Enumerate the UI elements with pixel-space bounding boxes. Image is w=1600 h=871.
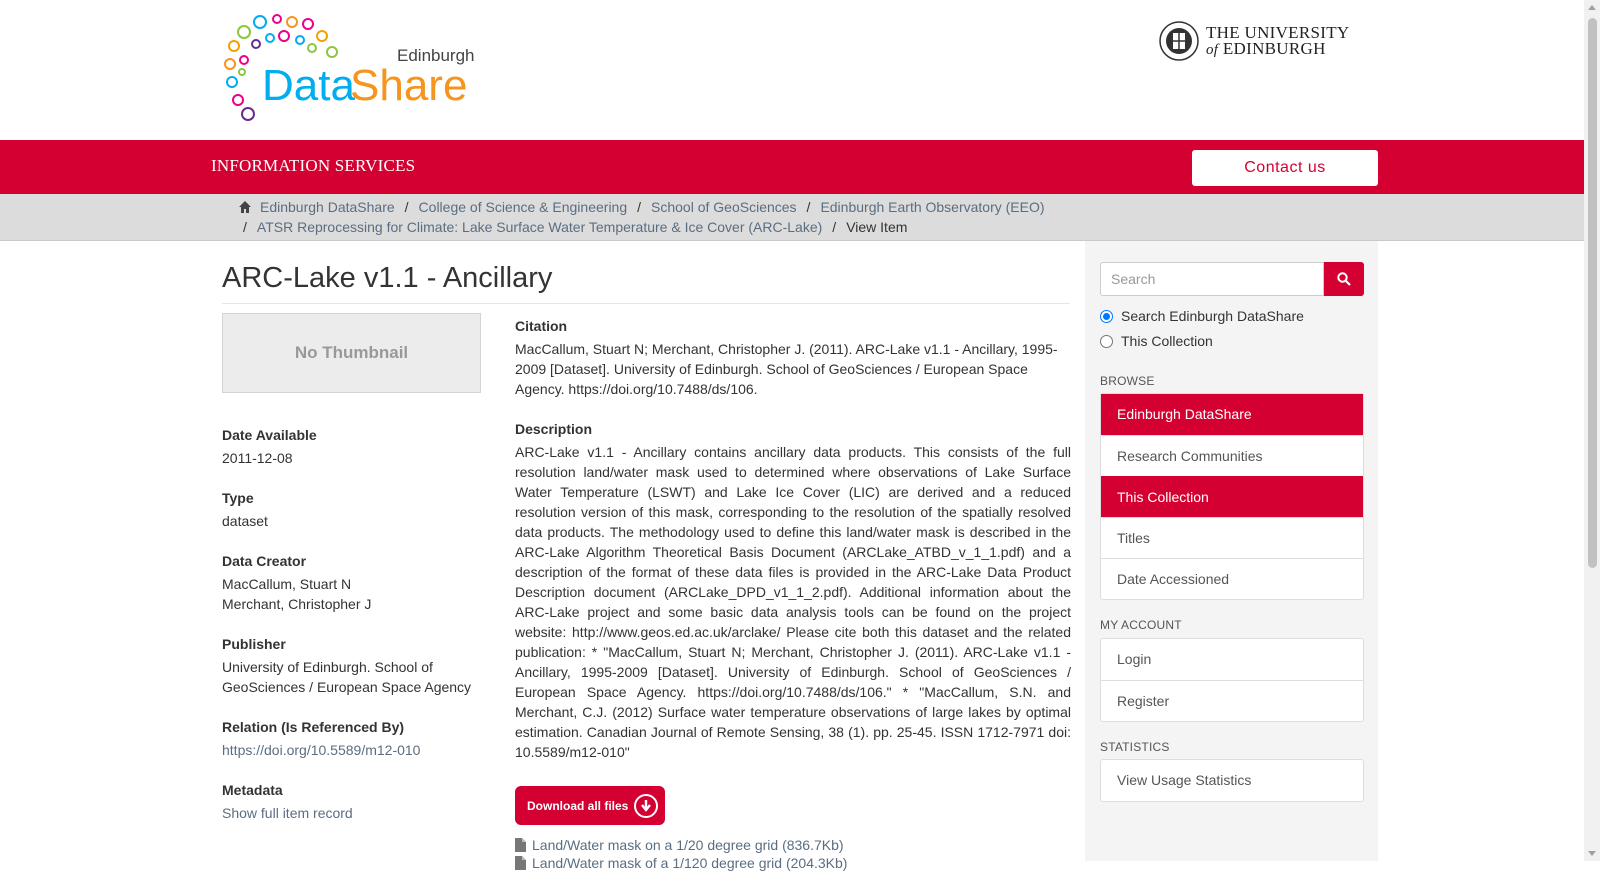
field-value: dataset bbox=[222, 513, 268, 529]
browse-item-titles[interactable]: Titles bbox=[1101, 517, 1363, 558]
file-icon bbox=[515, 838, 526, 852]
breadcrumb-link-college[interactable]: College of Science & Engineering bbox=[418, 199, 628, 215]
citation-section bbox=[515, 318, 1071, 399]
scroll-down-icon[interactable] bbox=[1588, 851, 1596, 856]
field-label: Relation (Is Referenced By) bbox=[222, 719, 405, 735]
login-link[interactable]: Login bbox=[1117, 651, 1152, 667]
bubbles-icon bbox=[222, 14, 482, 124]
logo-edinburgh-text: Edinburgh bbox=[397, 46, 475, 65]
breadcrumb-link-eeo[interactable]: Edinburgh Earth Observatory (EEO) bbox=[820, 199, 1045, 215]
field-value: 2011-12-08 bbox=[222, 450, 293, 466]
browse-item-datashare[interactable]: Edinburgh DataShare bbox=[1101, 394, 1363, 435]
statistics-heading: STATISTICS bbox=[1100, 740, 1170, 754]
field-type bbox=[222, 490, 492, 531]
breadcrumb-separator: / bbox=[243, 219, 247, 235]
field-label: Date Available bbox=[222, 427, 317, 443]
radio-button[interactable] bbox=[1100, 335, 1113, 348]
breadcrumb-separator: / bbox=[806, 199, 811, 215]
browse-item-this-collection[interactable]: This Collection bbox=[1101, 476, 1363, 517]
radio-label: Search Edinburgh DataShare bbox=[1121, 308, 1304, 324]
breadcrumb-separator: / bbox=[404, 199, 409, 215]
creator-value: Merchant, Christopher J bbox=[222, 596, 372, 612]
university-edinburgh: EDINBURGH bbox=[1222, 38, 1326, 58]
breadcrumb-link-collection[interactable]: ATSR Reprocessing for Climate: Lake Surface Water Temperature & Ice Cover (ARC-Lake) bbox=[256, 219, 823, 235]
account-list bbox=[1100, 638, 1364, 722]
field-label: Type bbox=[222, 490, 254, 506]
scrollbar-thumb[interactable] bbox=[1588, 18, 1597, 568]
download-label: Download all files bbox=[527, 798, 629, 813]
scroll-up-icon[interactable] bbox=[1588, 5, 1596, 10]
file-icon bbox=[515, 856, 526, 870]
relation-doi-link[interactable]: https://doi.org/10.5589/m12-010 bbox=[222, 742, 421, 758]
browse-list bbox=[1100, 393, 1364, 600]
search-button[interactable] bbox=[1324, 262, 1364, 296]
university-of: of bbox=[1206, 41, 1219, 58]
radio-search-all[interactable] bbox=[1100, 308, 1304, 324]
university-line1: THE UNIVERSITY bbox=[1206, 22, 1350, 42]
browse-heading: BROWSE bbox=[1100, 374, 1155, 388]
citation-text: MacCallum, Stuart N; Merchant, Christopher J. (2011). ARC-Lake v1.1 - Ancillary, 1995-2009 [Dataset]. University of Edinburgh. School of GeoSciences / European Space Agency. https://doi.org/10.7488/ds/106. bbox=[515, 341, 1058, 397]
breadcrumb-line-1 bbox=[238, 199, 1045, 215]
page-title: ARC-Lake v1.1 - Ancillary bbox=[222, 262, 553, 294]
register-link[interactable]: Register bbox=[1101, 680, 1363, 721]
download-all-files-button[interactable] bbox=[515, 786, 665, 825]
contact-us-button[interactable]: Contact us bbox=[1192, 150, 1378, 186]
no-thumbnail-placeholder: No Thumbnail bbox=[222, 313, 481, 393]
browse-item-date-accessioned[interactable]: Date Accessioned bbox=[1101, 558, 1363, 599]
show-full-record-link[interactable]: Show full item record bbox=[222, 805, 353, 821]
breadcrumb-line-2 bbox=[243, 219, 907, 235]
my-account-heading: MY ACCOUNT bbox=[1100, 618, 1182, 632]
field-label: Metadata bbox=[222, 782, 283, 798]
field-label: Publisher bbox=[222, 636, 286, 652]
search-input[interactable] bbox=[1100, 262, 1324, 296]
university-name bbox=[1206, 22, 1350, 58]
download-arrow-icon bbox=[634, 794, 658, 818]
university-crest-icon bbox=[1158, 20, 1200, 62]
radio-search-collection[interactable] bbox=[1100, 333, 1213, 349]
file-link-label: Land/Water mask on a 1/20 degree grid (836.7Kb) bbox=[532, 837, 844, 853]
file-link[interactable] bbox=[515, 837, 844, 853]
field-publisher bbox=[222, 636, 487, 697]
field-metadata bbox=[222, 782, 492, 823]
breadcrumb-link-school[interactable]: School of GeoSciences bbox=[651, 199, 797, 215]
radio-button-selected[interactable] bbox=[1100, 310, 1113, 323]
field-label: Data Creator bbox=[222, 553, 307, 569]
description-text: ARC-Lake v1.1 - Ancillary contains ancillary data products. This consists of the full resolution land/water mask used to determined where observations of Lake Surface Water Temperature (LSWT) and Lake Ice Cover (LIC) are derived and a reduced resolution version of this mask, corresponding to the resolution of the spatially resolved data products. The methodology used to define this land/water mask is described in the ARC-Lake Algorithm Theoretical Basis Document (ARCLake_ATBD_v_1_1.pdf) and a description of the format of these data files is provided in the ARC-Lake Data Product Description document (ARCLake_DPD_v1_1_2.pdf). Additional information about the ARC-Lake project and some basic data analysis tools can be found on the project website: http://www.geos.ed.ac.uk/arclake/ Please cite both this dataset and the related publication: * "MacCallum, Stuart N; Merchant, Christopher J. (2011). ARC-Lake v1.1 - Ancillary, 1995-2009 [Dataset]. University of Edinburgh. School of GeoSciences / European Space Agency. https://doi.org/10.7488/ds/106." * "MacCallum, S.N. and Merchant, C.J. (2012) Surface water temperature observations of large lakes by optimal estimation. Canadian Journal of Remote Sensing, 38 (1). pp. 25-45. ISSN 1712-7971 doi: 10.5589/m12-010" bbox=[515, 444, 1071, 760]
breadcrumb-separator: / bbox=[832, 219, 837, 235]
citation-label: Citation bbox=[515, 318, 568, 334]
creator-value: MacCallum, Stuart N bbox=[222, 576, 352, 592]
information-services-title[interactable]: INFORMATION SERVICES bbox=[211, 156, 416, 175]
field-date-available bbox=[222, 427, 492, 468]
field-data-creator bbox=[222, 553, 492, 614]
university-logo[interactable] bbox=[1158, 16, 1358, 66]
field-value: University of Edinburgh. School of GeoSciences / European Space Agency bbox=[222, 659, 472, 695]
field-relation bbox=[222, 719, 492, 760]
browse-item-research-communities[interactable]: Research Communities bbox=[1101, 435, 1363, 476]
radio-label: This Collection bbox=[1121, 333, 1213, 349]
view-usage-statistics-link[interactable]: View Usage Statistics bbox=[1117, 772, 1252, 788]
description-label: Description bbox=[515, 421, 593, 437]
home-icon bbox=[238, 200, 252, 214]
breadcrumb-link-datashare[interactable]: Edinburgh DataShare bbox=[260, 199, 395, 215]
page-scrollbar[interactable] bbox=[1584, 0, 1600, 861]
datashare-logo[interactable] bbox=[222, 14, 482, 124]
logo-data-text: Data bbox=[262, 61, 355, 110]
site-header bbox=[0, 0, 1584, 140]
university-line2 bbox=[1206, 38, 1350, 58]
search-icon bbox=[1337, 272, 1351, 286]
statistics-list bbox=[1100, 759, 1364, 802]
title-divider bbox=[222, 303, 1070, 304]
breadcrumb-separator: / bbox=[637, 199, 642, 215]
breadcrumb-current: View Item bbox=[846, 219, 908, 235]
logo-share-text: Share bbox=[350, 61, 468, 110]
file-link-label: Land/Water mask of a 1/120 degree grid (204.3Kb) bbox=[532, 855, 848, 871]
description-section bbox=[515, 421, 1071, 762]
file-link[interactable] bbox=[515, 855, 847, 871]
